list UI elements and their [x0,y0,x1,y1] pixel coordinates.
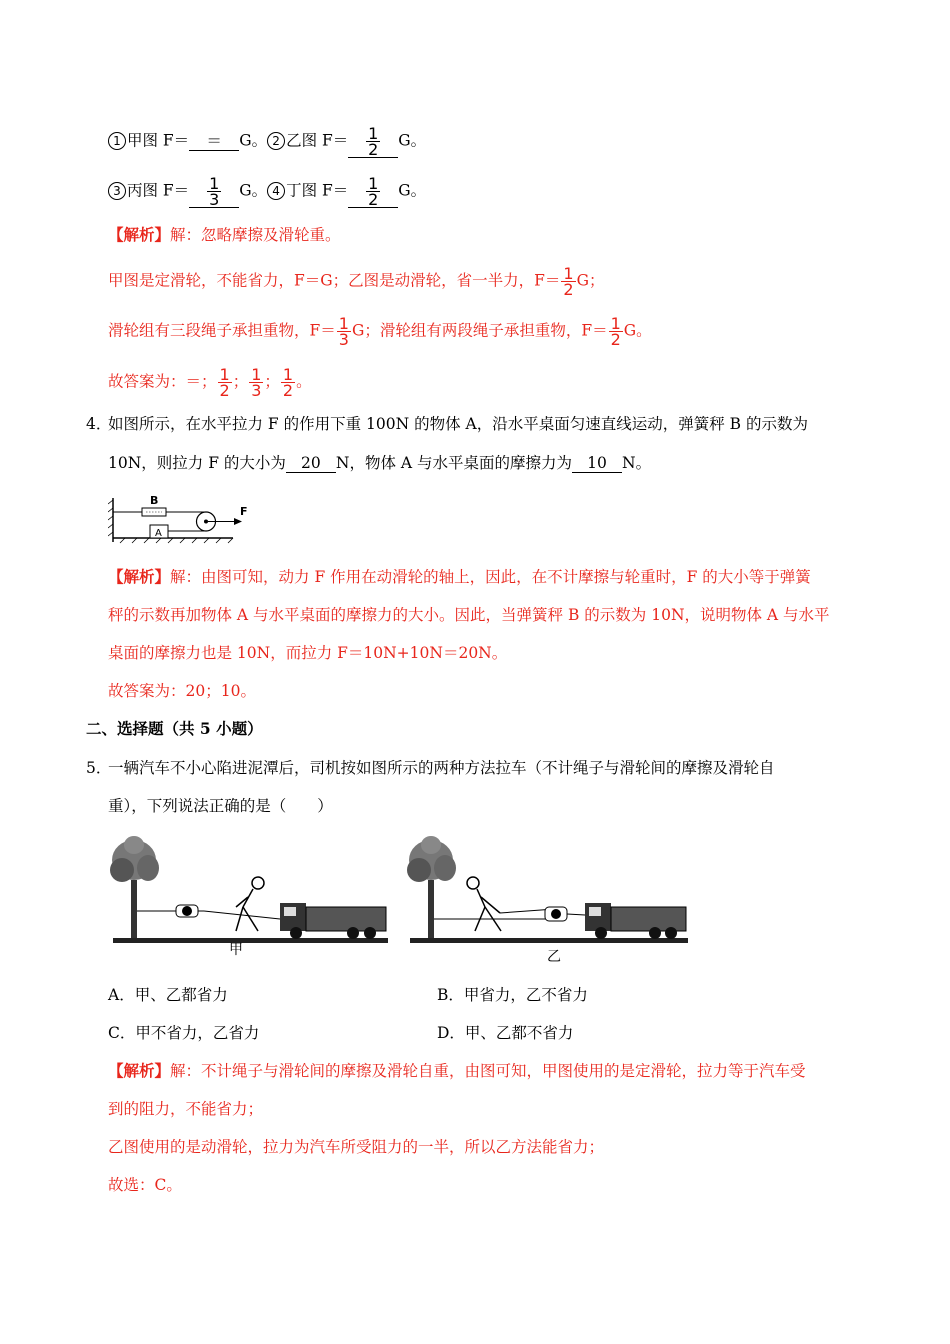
circled-number: 1 [108,132,126,150]
text: 解：不计绳子与滑轮间的摩擦及滑轮自重，由图可知，甲图使用的是定滑轮，拉力等于汽车受 [170,1062,806,1080]
numerator: 1 [610,314,621,333]
option-d[interactable]: D．甲、乙都不省力 [437,1024,574,1042]
denominator: 2 [610,330,621,349]
person-icon [467,877,501,931]
q4-answer: 故答案为：20；10。 [108,682,256,700]
answer-blank [189,176,239,208]
text: G。 [239,181,268,200]
numerator: 1 [338,314,349,333]
ground [410,938,688,943]
q5-figure-yi [405,835,690,970]
section-heading: 二、选择题（共 5 小题） [86,719,263,738]
text: 乙图 F＝ [286,131,349,150]
q4-analysis-2: 秤的示数再加物体 A 与水平桌面的摩擦力的大小。因此，当弹簧秤 B 的示数为 10N，说明物体 A 与水平 [108,606,830,624]
pulley [545,907,567,921]
q4-analysis-1 [108,567,811,587]
circled-number: 4 [267,182,285,200]
answer-blank [348,176,398,208]
q4-pulley-figure [108,490,258,550]
fraction [337,316,351,347]
figure-label: 乙 [547,949,561,965]
q5-text-2: 重），下列说法正确的是（ ） [108,797,333,815]
text: 故答案为：＝； [108,372,217,391]
q5-answer: 故选：C。 [108,1176,182,1194]
fraction [609,316,623,347]
label-f: F [240,505,248,518]
text: 甲图是定滑轮，不能省力，F＝G；乙图是动滑轮，省一半力，F＝ [108,271,561,290]
ground [113,938,388,943]
analysis-tag: 【解析】 [108,225,171,244]
q4-text-1: 如图所示，在水平拉力 F 的作用下重 100N 的物体 A，沿水平桌面匀速直线运动，弹簧秤 B 的示数为 [108,415,808,433]
option-a[interactable]: A．甲、乙都省力 [108,986,228,1004]
text: G。 [398,131,427,150]
truck-icon [280,903,386,939]
fraction [561,266,575,297]
denominator: 2 [368,190,379,209]
fraction [207,176,221,207]
text: ； [232,372,249,391]
q4-analysis-3: 桌面的摩擦力也是 10N，而拉力 F＝10N+10N＝20N。 [108,644,508,662]
text: G。 [239,131,268,150]
numerator: 1 [282,365,294,384]
option-b[interactable]: B．甲省力，乙不省力 [437,986,588,1004]
q3-line-2 [108,176,426,208]
q3-answer [108,367,312,398]
text: G；滑轮组有两段绳子承担重物，F＝ [351,321,608,340]
q3-line-1 [108,126,426,158]
numerator: 1 [251,365,262,384]
answer-blank: 20 [286,454,336,473]
text: 丙图 F＝ [127,181,190,200]
person-icon [236,877,264,931]
option-c[interactable]: C．甲不省力，乙省力 [108,1024,260,1042]
q4-number: 4． [86,415,112,433]
text: 。 [296,372,312,391]
answer-blank: 10 [572,454,622,473]
arrow-icon [234,518,242,525]
analysis-tag: 【解析】 [108,567,171,586]
pulley [176,905,198,917]
q5-figure-jia [108,835,390,965]
text: 滑轮组有三段绳子承担重物，F＝ [108,321,336,340]
denominator: 3 [251,381,262,400]
text: G； [576,271,605,290]
denominator: 2 [219,381,230,400]
fraction [249,367,263,398]
denominator: 3 [338,330,349,349]
fraction [366,126,380,157]
circled-number: 3 [108,182,126,200]
text: 甲图 F＝ [127,131,190,150]
text: 解：由图可知，动力 F 作用在动滑轮的轴上，因此，在不计摩擦与轮重时，F 的大小等于弹簧 [170,568,811,586]
rope [567,914,585,915]
text: N。 [622,454,652,472]
text: N，物体 A 与水平桌面的摩擦力为 [335,454,573,472]
q3-analysis-head [108,225,341,245]
fraction [366,176,380,207]
answer-blank [348,126,398,158]
q3-analysis-1 [108,266,604,297]
spring-scale [142,508,166,516]
answer-blank: ＝ [189,132,239,151]
numerator: 1 [209,174,220,193]
numerator: 1 [563,264,574,283]
denominator: 3 [209,190,220,209]
q5-number: 5． [86,759,112,777]
denominator: 2 [368,140,379,159]
fraction [218,367,232,398]
text: 丁图 F＝ [286,181,349,200]
q5-analysis-2: 到的阻力，不能省力； [108,1100,264,1118]
numerator: 1 [368,124,379,143]
tree-icon [407,836,456,940]
numerator: 1 [368,174,379,193]
q5-text-1: 一辆汽车不小心陷进泥潭后，司机按如图所示的两种方法拉车（不计绳子与滑轮间的摩擦及滑轮自 [108,759,775,777]
figure-label: 甲 [229,942,243,958]
text: 10N，则拉力 F 的大小为 [108,454,286,472]
analysis-tag: 【解析】 [108,1061,171,1080]
text: ； [264,372,280,391]
q5-analysis-3: 乙图使用的是动滑轮，拉力为汽车所受阻力的一半，所以乙方法能省力； [108,1138,605,1156]
text: G。 [398,181,427,200]
truck-icon [585,903,686,939]
label-a: A [155,528,162,539]
q3-analysis-2 [108,316,652,347]
text: G。 [623,321,652,340]
tree-icon [110,836,159,940]
circled-number: 2 [267,132,285,150]
q4-text-2 [108,453,651,473]
fraction [281,367,295,398]
denominator: 2 [563,280,574,299]
q5-analysis-1 [108,1061,806,1081]
numerator: 1 [219,365,230,384]
label-b: B [150,494,159,507]
denominator: 2 [282,381,294,400]
text: 解：忽略摩擦及滑轮重。 [170,226,341,244]
